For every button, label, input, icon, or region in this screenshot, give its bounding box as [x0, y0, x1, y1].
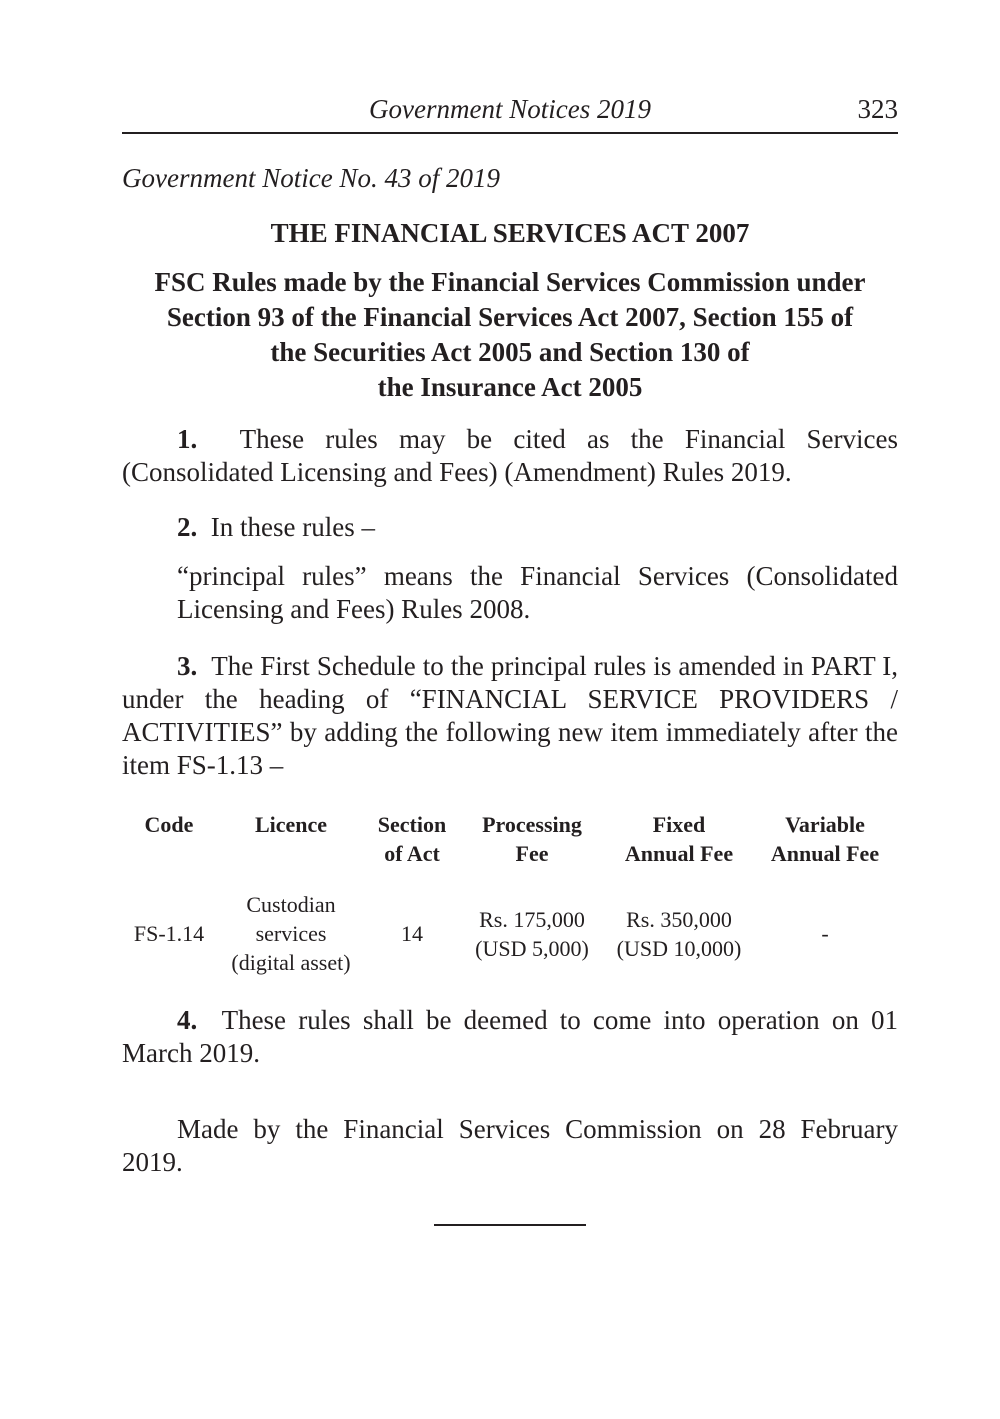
paragraph-text: In these rules – — [210, 512, 375, 542]
header-licence — [216, 810, 366, 890]
paragraph-number: 2. — [177, 512, 198, 542]
cell-processing-line: Rs. 175,000 — [479, 906, 585, 932]
header-variable-annual-fee — [752, 810, 898, 890]
cell-variable-annual-fee: - — [821, 921, 829, 946]
table-row — [122, 890, 898, 977]
paragraph-number: 1. — [177, 424, 198, 454]
header-fixed-annual-fee — [606, 810, 752, 890]
paragraph-text: These rules may be cited as the Financial Services (Consolidated Licensing and Fees) (Amendment) Rules 2019. — [122, 424, 898, 487]
header-licence-line: Licence — [254, 812, 328, 837]
page-number: 323 — [857, 94, 898, 124]
rules-heading — [122, 265, 898, 405]
cell-fixed-annual-fee — [606, 890, 752, 977]
header-title: Government Notices 2019 — [369, 94, 651, 124]
paragraph-number: 3. — [177, 651, 198, 681]
cell-section: 14 — [401, 921, 423, 946]
end-divider — [434, 1224, 586, 1226]
header-variable-line: Annual Fee — [770, 841, 880, 866]
cell-fixed-line: (USD 10,000) — [616, 935, 742, 961]
header-section-line: Section — [377, 812, 447, 837]
header-fixed-line: Annual Fee — [624, 841, 734, 866]
header-code — [122, 810, 216, 890]
rules-heading-line: the Insurance Act 2005 — [377, 372, 643, 402]
header-fixed-line: Fixed — [652, 812, 706, 837]
paragraph-3 — [122, 650, 898, 782]
closing-statement: Made by the Financial Services Commission on 28 February 2019. — [122, 1114, 898, 1177]
paragraph-number: 4. — [177, 1005, 198, 1035]
table-header-row — [122, 810, 898, 890]
cell-licence-line: (digital asset) — [231, 950, 351, 975]
rules-heading-line: Section 93 of the Financial Services Act 2007, Section 155 of — [166, 302, 854, 332]
paragraph-text: The First Schedule to the principal rules is amended in PART I, under the heading of “FINANCIAL SERVICE PROVIDERS / ACTIVITIES” by adding the following new item immediately after the item FS-1.13 – — [122, 651, 899, 780]
header-processing-fee — [458, 810, 606, 890]
header-section — [366, 810, 458, 890]
cell-fixed-line: Rs. 350,000 — [626, 906, 732, 932]
rules-heading-line: the Securities Act 2005 and Section 130 of — [270, 337, 750, 367]
cell-processing-line: (USD 5,000) — [475, 935, 589, 961]
cell-processing-fee — [458, 890, 606, 977]
paragraph-text: These rules shall be deemed to come into operation on 01 March 2019. — [122, 1005, 898, 1068]
header-section-line: of Act — [384, 841, 440, 866]
cell-code: FS-1.14 — [133, 921, 205, 946]
cell-licence-line: services — [255, 921, 327, 946]
cell-licence-line: Custodian — [246, 892, 336, 917]
cell-licence — [216, 890, 366, 977]
paragraph-1 — [122, 423, 898, 489]
paragraph-2 — [122, 511, 898, 544]
header-code-line: Code — [144, 812, 194, 837]
definition-principal-rules: “principal rules” means the Financial Services (Consolidated Licensing and Fees) Rules 2008. — [177, 561, 898, 624]
notice-number: Government Notice No. 43 of 2019 — [122, 163, 500, 193]
header-variable-line: Variable — [785, 812, 865, 837]
header-processing-line: Fee — [515, 841, 549, 866]
header-processing-line: Processing — [482, 812, 582, 837]
fee-schedule-table — [122, 810, 898, 977]
running-header — [122, 92, 898, 134]
act-title: THE FINANCIAL SERVICES ACT 2007 — [270, 218, 750, 248]
paragraph-4 — [122, 1004, 898, 1070]
rules-heading-line: FSC Rules made by the Financial Services Commission under — [154, 267, 866, 297]
